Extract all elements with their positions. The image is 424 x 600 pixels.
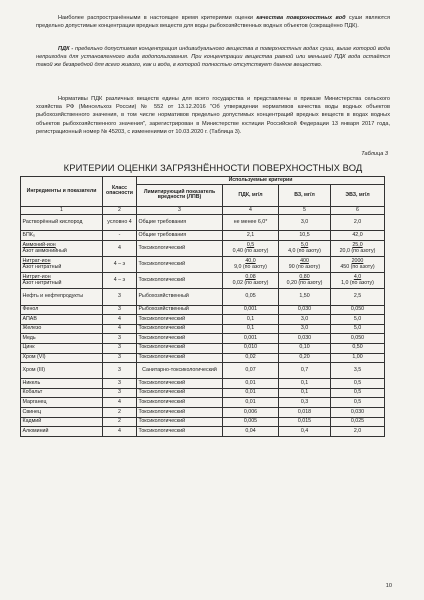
cell-ingredient: Марганец xyxy=(21,398,103,408)
cell-vz: 0,018 xyxy=(279,408,331,418)
cell-vz: 0,20 xyxy=(279,353,331,363)
table-title: КРИТЕРИИ ОЦЕНКИ ЗАГРЯЗНЁННОСТИ ПОВЕРХНОСТНЫХ ВОД xyxy=(63,162,363,173)
table-row xyxy=(21,353,385,363)
cell-ingredient: Железо xyxy=(21,324,103,334)
cell-class: 4 xyxy=(103,315,137,325)
cell-pdk: 0,001 xyxy=(223,334,279,344)
cell-class: 4 xyxy=(103,427,137,437)
cell-class: условно 4 xyxy=(103,215,137,231)
cell-lpv: Рыбохозяйственный xyxy=(137,289,223,305)
value-primary: 40,0 xyxy=(245,258,256,265)
cell-class: 3 xyxy=(103,353,137,363)
cell-class: 4 – э xyxy=(103,257,137,273)
cell-pdk: 0,1 xyxy=(223,324,279,334)
header-lpv: Лимитирующий показатель вредности (ЛПВ) xyxy=(137,184,223,206)
cell-ingredient: Кадмий xyxy=(21,417,103,427)
text-fragment: суши являются предельно допустимые концентрации вредных веществ для воды рыбохозяйственных водных объектов (сокращённо ПДК). xyxy=(36,15,390,30)
value-primary: 5,0 xyxy=(300,241,309,248)
cell-evz: 0,50 xyxy=(331,343,385,353)
table-row xyxy=(21,315,385,325)
value-secondary: 1,0 (по азоту) xyxy=(341,279,374,286)
ingredient-secondary: Азот аммонийный xyxy=(22,247,67,254)
cell-lpv: Токсикологический xyxy=(137,417,223,427)
cell-lpv: Токсикологический xyxy=(137,315,223,325)
cell-evz xyxy=(331,257,385,273)
table-row xyxy=(21,363,385,379)
definition-text: предельно допустимая концентрация индивидуального вещества в поверхностных водах суши, выше которой вода непригодна для установленного вида водопользования. При концентрации вещества равной или меньшей ПДК вода остаётся такой же безвредной для всего живого, как и вода, в которой полностью отсутствует данное вещество. xyxy=(36,46,390,69)
value-primary: 0,80 xyxy=(299,274,310,281)
paragraph-intro xyxy=(36,14,390,30)
cell-vz: 0,7 xyxy=(279,363,331,379)
cell-lpv: Токсикологический xyxy=(137,324,223,334)
cell-class: - xyxy=(103,231,137,241)
header-vz: ВЗ, мг/л xyxy=(279,184,331,206)
cell-evz: 0,025 xyxy=(331,417,385,427)
cell-pdk: 0,05 xyxy=(223,289,279,305)
cell-lpv: Санитарно-токсикологический xyxy=(137,363,223,379)
definition-term: ПДК - xyxy=(58,46,74,52)
cell-ingredient xyxy=(21,273,103,289)
header-class: Класс опасности xyxy=(103,177,137,207)
cell-lpv: Токсикологический xyxy=(137,379,223,389)
table-row xyxy=(21,408,385,418)
table-row xyxy=(21,257,385,273)
ingredient-primary: Аммоний-ион xyxy=(22,241,56,248)
cell-lpv: Токсикологический xyxy=(137,427,223,437)
cell-class: 3 xyxy=(103,334,137,344)
emphasis-term: качества поверхностных вод xyxy=(256,15,346,21)
cell-pdk: 0,006 xyxy=(223,408,279,418)
cell-class: 3 xyxy=(103,388,137,398)
cell-ingredient: Хром (III) xyxy=(21,363,103,379)
ingredient-primary: Нитрат-ион xyxy=(22,258,51,265)
column-number: 6 xyxy=(331,206,385,214)
cell-evz xyxy=(331,273,385,289)
table-row xyxy=(21,324,385,334)
column-number: 5 xyxy=(279,206,331,214)
cell-vz xyxy=(279,257,331,273)
value-primary: 0,08 xyxy=(245,274,256,281)
cell-vz: 0,030 xyxy=(279,305,331,315)
cell-ingredient: Алюминий xyxy=(21,427,103,437)
cell-vz: 0,1 xyxy=(279,388,331,398)
ingredient-secondary: Азот нитратный xyxy=(22,263,62,270)
cell-pdk xyxy=(223,257,279,273)
table-row xyxy=(21,417,385,427)
cell-evz: 0,030 xyxy=(331,408,385,418)
cell-lpv: Рыбохозяйственный xyxy=(137,305,223,315)
table-row xyxy=(21,334,385,344)
value-secondary: 0,02 (по азоту) xyxy=(232,279,269,286)
column-number-row xyxy=(21,206,385,214)
cell-evz: 0,5 xyxy=(331,398,385,408)
cell-evz: 0,050 xyxy=(331,305,385,315)
cell-class: 2 xyxy=(103,417,137,427)
cell-lpv: Токсикологический xyxy=(137,273,223,289)
cell-lpv: Токсикологический xyxy=(137,388,223,398)
cell-pdk: 0,04 xyxy=(223,427,279,437)
cell-lpv: Токсикологический xyxy=(137,343,223,353)
value-secondary: 0,20 (по азоту) xyxy=(286,279,323,286)
cell-vz: 3,0 xyxy=(279,315,331,325)
cell-vz xyxy=(279,273,331,289)
cell-lpv: Токсикологический xyxy=(137,334,223,344)
table-row xyxy=(21,215,385,231)
cell-lpv: Общие требования xyxy=(137,215,223,231)
column-number: 4 xyxy=(223,206,279,214)
cell-vz: 0,015 xyxy=(279,417,331,427)
cell-class: 2 xyxy=(103,408,137,418)
cell-vz: 1,50 xyxy=(279,289,331,305)
table-row xyxy=(21,273,385,289)
cell-evz: 5,0 xyxy=(331,324,385,334)
cell-vz: 0,3 xyxy=(279,398,331,408)
header-ingredient: Ингредиенты и показатели xyxy=(21,177,103,207)
cell-pdk: 0,02 xyxy=(223,353,279,363)
cell-pdk: 0,005 xyxy=(223,417,279,427)
cell-ingredient: Хром (VI) xyxy=(21,353,103,363)
cell-ingredient: Нефть и нефтепродукты xyxy=(21,289,103,305)
cell-pdk: 0,01 xyxy=(223,388,279,398)
cell-ingredient: Кобальт xyxy=(21,388,103,398)
ingredient-secondary: Азот нитритный xyxy=(22,279,62,286)
cell-ingredient: Фенол xyxy=(21,305,103,315)
value-primary: 25,0 xyxy=(352,241,363,248)
table-row xyxy=(21,289,385,305)
cell-pdk xyxy=(223,273,279,289)
table-row xyxy=(21,240,385,256)
cell-class: 4 – э xyxy=(103,273,137,289)
cell-evz: 0,050 xyxy=(331,334,385,344)
cell-evz: 0,5 xyxy=(331,379,385,389)
cell-pdk: 0,07 xyxy=(223,363,279,379)
cell-lpv: Токсикологический xyxy=(137,408,223,418)
cell-evz: 2,0 xyxy=(331,215,385,231)
cell-class: 4 xyxy=(103,398,137,408)
value-primary: 2000 xyxy=(351,258,364,265)
table-row xyxy=(21,398,385,408)
cell-pdk: 0,01 xyxy=(223,379,279,389)
cell-class: 3 xyxy=(103,363,137,379)
cell-vz: 0,030 xyxy=(279,334,331,344)
cell-class: 3 xyxy=(103,379,137,389)
cell-lpv: Токсикологический xyxy=(137,257,223,273)
cell-class: 4 xyxy=(103,240,137,256)
criteria-table xyxy=(20,176,385,437)
cell-vz: 3,0 xyxy=(279,215,331,231)
column-number: 2 xyxy=(103,206,137,214)
table-row xyxy=(21,305,385,315)
value-secondary: 450 (по азоту) xyxy=(340,263,375,270)
cell-ingredient: Никель xyxy=(21,379,103,389)
value-secondary: 9,0 (по азоту) xyxy=(234,263,267,270)
table-row xyxy=(21,379,385,389)
cell-pdk: не менее 6,0* xyxy=(223,215,279,231)
cell-ingredient: БПК₅ xyxy=(21,231,103,241)
cell-evz: 0,5 xyxy=(331,388,385,398)
value-secondary: 20,0 (по азоту) xyxy=(339,247,376,254)
cell-vz: 0,10 xyxy=(279,343,331,353)
value-primary: 4,0 xyxy=(353,274,362,281)
value-secondary: 4,0 (по азоту) xyxy=(288,247,321,254)
cell-lpv: Токсикологический xyxy=(137,240,223,256)
paragraph-regulation: Нормативы ПДК различных веществ едины для всего государства и представлены в приказе Министерства сельского хозяйства РФ (Минсельхоз России) № 552 от 13.12.2016 "Об утверждении нормативов качества воды водных объектов рыбохозяйственного значения, в том числе нормативов предельно допустимых концентраций вредных веществ в водах водных объектов рыбохозяйственного значения", зарегистрирован в Министерстве юстиции Российской Федерации 13 января 2017 года, регистрационный номер № 45203, с изменениями от 10.03.2020 г. (Таблица 3). xyxy=(36,96,390,135)
cell-evz: 5,0 xyxy=(331,315,385,325)
header-evz: ЭВЗ, мг/л xyxy=(331,184,385,206)
value-primary: 400 xyxy=(300,258,309,265)
cell-vz xyxy=(279,240,331,256)
cell-class: 3 xyxy=(103,289,137,305)
cell-pdk: 0,010 xyxy=(223,343,279,353)
table-row xyxy=(21,388,385,398)
cell-evz xyxy=(331,240,385,256)
header-criteria: Используемые критерии xyxy=(137,177,385,185)
column-number: 3 xyxy=(137,206,223,214)
cell-ingredient xyxy=(21,257,103,273)
cell-lpv: Токсикологический xyxy=(137,398,223,408)
cell-evz: 3,5 xyxy=(331,363,385,379)
paragraph-pdk-definition xyxy=(36,45,390,70)
value-secondary: 0,40 (по азоту) xyxy=(232,247,269,254)
table-row xyxy=(21,427,385,437)
cell-class: 4 xyxy=(103,324,137,334)
cell-class: 3 xyxy=(103,343,137,353)
ingredient-primary: Нитрит-ион xyxy=(22,274,51,281)
cell-class: 3 xyxy=(103,305,137,315)
cell-pdk: 2,1 xyxy=(223,231,279,241)
cell-lpv: Общие требования xyxy=(137,231,223,241)
cell-pdk xyxy=(223,240,279,256)
table-row xyxy=(21,231,385,241)
cell-ingredient: Цинк xyxy=(21,343,103,353)
cell-pdk: 0,1 xyxy=(223,315,279,325)
value-secondary: 90 (по азоту) xyxy=(288,263,321,270)
cell-evz: 2,0 xyxy=(331,427,385,437)
cell-evz: 42,0 xyxy=(331,231,385,241)
table-row xyxy=(21,343,385,353)
cell-ingredient xyxy=(21,240,103,256)
cell-ingredient: АПАВ xyxy=(21,315,103,325)
table-caption: Таблица 3 xyxy=(361,151,388,157)
cell-pdk: 0,001 xyxy=(223,305,279,315)
cell-vz: 0,1 xyxy=(279,379,331,389)
column-number: 1 xyxy=(21,206,103,214)
cell-pdk: 0,01 xyxy=(223,398,279,408)
cell-vz: 10,5 xyxy=(279,231,331,241)
cell-ingredient: Растворённый кислород xyxy=(21,215,103,231)
cell-ingredient: Свинец xyxy=(21,408,103,418)
cell-vz: 0,4 xyxy=(279,427,331,437)
cell-evz: 2,5 xyxy=(331,289,385,305)
cell-lpv: Токсикологический xyxy=(137,353,223,363)
cell-evz: 1,00 xyxy=(331,353,385,363)
cell-ingredient: Медь xyxy=(21,334,103,344)
page-number: 10 xyxy=(385,583,392,589)
cell-vz: 3,0 xyxy=(279,324,331,334)
value-primary: 0,5 xyxy=(246,241,255,248)
text-fragment: Наиболее распространёнными в настоящее время критериями оценки xyxy=(58,15,257,21)
header-pdk: ПДК, мг/л xyxy=(223,184,279,206)
